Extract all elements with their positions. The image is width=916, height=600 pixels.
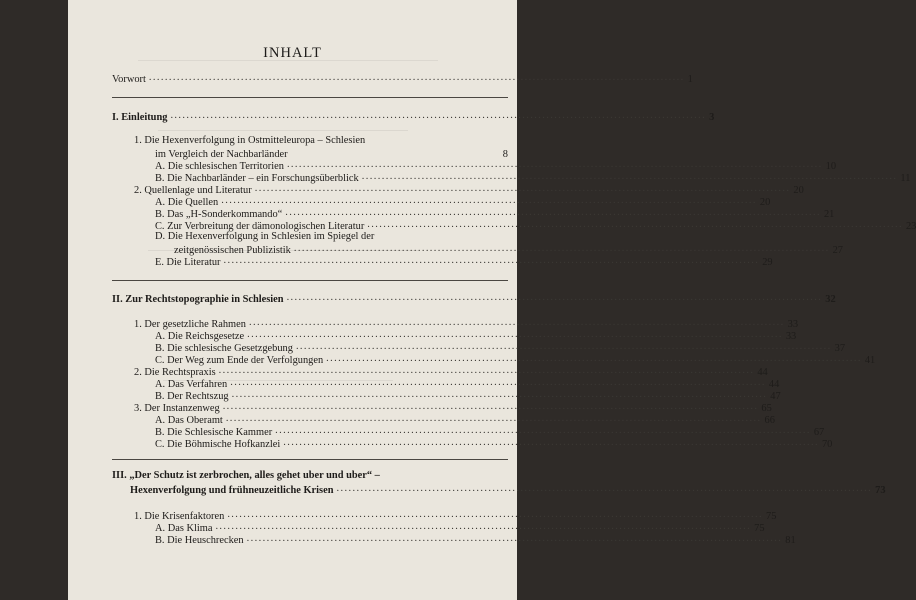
leader-dots: ...................................................................................................................................... — [218, 365, 755, 376]
toc-label: B. Das „H-Sonderkommando“ — [155, 209, 283, 220]
toc-page: 66 — [764, 415, 775, 426]
leader-dots: ...................................................................................................................................... — [246, 533, 783, 544]
toc-label: A. Die Quellen — [155, 197, 219, 208]
toc-page: 44 — [768, 379, 780, 390]
toc-label: C. Die Böhmische Hofkanzlei — [155, 439, 281, 450]
toc-label: C. Zur Verbreitung der dämonologischen Literatur — [155, 221, 365, 232]
leader-dots: ...................................................................................................................................... — [367, 219, 903, 230]
toc-entry-literatur — [155, 255, 773, 269]
toc-entry-hexen-ost-line1: 1. Die Hexenverfolgung in Ostmitteleuropa – Schlesien — [134, 135, 366, 146]
toc-page: 75 — [766, 511, 777, 522]
toc-page: 21 — [823, 209, 835, 220]
toc-page: 44 — [757, 367, 768, 378]
leader-dots: ...................................................................................................................................... — [221, 195, 757, 206]
section-divider — [112, 97, 508, 98]
toc-page: 65 — [761, 403, 772, 414]
toc-label: A. Die schlesischen Territorien — [155, 161, 284, 172]
section-divider — [112, 280, 508, 281]
toc-page: 73 — [875, 485, 886, 496]
leader-dots: ...................................................................................................................................... — [231, 389, 768, 400]
leader-dots: ...................................................................................................................................... — [285, 207, 821, 218]
leader-dots: ...................................................................................................................................... — [247, 329, 783, 340]
toc-entry-schutz — [130, 483, 886, 497]
toc-page: 47 — [770, 391, 781, 402]
toc-page: 8 — [502, 149, 508, 160]
book-page — [68, 0, 916, 600]
toc-page: 20 — [793, 185, 804, 196]
leader-dots: ...................................................................................................................................... — [336, 483, 873, 494]
leader-dots: ...................................................................................................................................... — [223, 255, 760, 266]
toc-entry-einleitung — [112, 110, 715, 124]
toc-label: II. Zur Rechtstopographie in Schlesien — [112, 294, 284, 305]
toc-page: 67 — [813, 427, 825, 438]
toc-label: B. Die schlesische Gesetzgebung — [155, 343, 293, 354]
leader-dots: ...................................................................................................................................... — [225, 413, 762, 424]
toc-page: 11 — [900, 173, 911, 184]
toc-label: Vorwort — [112, 74, 146, 85]
toc-page: 33 — [785, 331, 797, 342]
toc-label: B. Die Nachbarländer – ein Forschungsüberblick — [155, 173, 359, 184]
leader-dots: ...................................................................................................................................... — [286, 292, 823, 303]
toc-page: 81 — [785, 535, 796, 546]
toc-page: 3 — [709, 112, 715, 123]
toc-page: 32 — [825, 294, 836, 305]
page-title: INHALT — [263, 45, 322, 61]
leader-dots: ...................................................................................................................................... — [230, 377, 766, 388]
toc-label: A. Die Reichsgesetze — [155, 331, 245, 342]
toc-label: A. Das Oberamt — [155, 415, 223, 426]
toc-label: B. Der Rechtszug — [155, 391, 229, 402]
leader-dots: ...................................................................................................................................... — [248, 317, 785, 328]
toc-label: B. Die Schlesische Kammer — [155, 427, 273, 438]
toc-label: zeitgenössischen Publizistik — [174, 245, 291, 256]
toc-label: 2. Quellenlage und Literatur — [134, 185, 252, 196]
toc-label: Hexenverfolgung und frühneuzeitliche Krisen — [130, 485, 334, 496]
leader-dots: ...................................................................................................................................... — [254, 183, 791, 194]
toc-entry-rechtstopographie — [112, 292, 836, 306]
leader-dots: ...................................................................................................................................... — [148, 72, 685, 83]
leader-dots: ...................................................................................................................................... — [275, 425, 811, 436]
toc-entry-spiegel-line1: D. Die Hexenverfolgung in Schlesien im Spiegel der — [155, 231, 375, 242]
toc-label: 1. Die Krisenfaktoren — [134, 511, 225, 522]
leader-dots: ...................................................................................................................................... — [293, 243, 830, 254]
toc-label: A. Das Verfahren — [155, 379, 228, 390]
toc-page: 29 — [762, 257, 773, 268]
leader-dots: ...................................................................................................................................... — [286, 159, 823, 170]
toc-label: C. Der Weg zum Ende der Verfolgungen — [155, 355, 324, 366]
leader-dots: ...................................................................................................................................... — [227, 509, 763, 520]
toc-label: 3. Der Instanzenweg — [134, 403, 220, 414]
toc-page: 70 — [821, 439, 833, 450]
toc-page: 33 — [787, 319, 799, 330]
toc-label: im Vergleich der Nachbarländer — [155, 149, 288, 160]
leader-dots: ...................................................................................................................................... — [295, 341, 832, 352]
toc-page: 10 — [825, 161, 837, 172]
toc-entry-heuschrecken — [155, 533, 796, 547]
section-divider — [112, 459, 508, 460]
toc-page: 41 — [864, 355, 876, 366]
toc-label: I. Einleitung — [112, 112, 168, 123]
toc-label: 1. Der gesetzliche Rahmen — [134, 319, 246, 330]
toc-page: 1 — [687, 74, 693, 85]
toc-page: 37 — [834, 343, 846, 354]
toc-label: 2. Die Rechtspraxis — [134, 367, 216, 378]
toc-page: 23 — [905, 221, 916, 232]
toc-page: 75 — [754, 523, 765, 534]
toc-entry-schutz-line1: III. „Der Schutz ist zerbrochen, alles gehet uber und uber“ – — [112, 470, 380, 481]
leader-dots: ...................................................................................................................................... — [170, 110, 707, 121]
toc-label: B. Die Heuschrecken — [155, 535, 244, 546]
toc-label: E. Die Literatur — [155, 257, 221, 268]
leader-dots: ...................................................................................................................................... — [326, 353, 862, 364]
toc-entry-hofkanzlei — [155, 437, 833, 451]
leader-dots: ...................................................................................................................................... — [215, 521, 752, 532]
toc-entry-vorwort — [112, 72, 693, 86]
toc-page: 27 — [832, 245, 843, 256]
toc-label: A. Das Klima — [155, 523, 213, 534]
leader-dots: ...................................................................................................................................... — [222, 401, 759, 412]
toc-page: 20 — [759, 197, 771, 208]
leader-dots: ...................................................................................................................................... — [283, 437, 819, 448]
leader-dots: ...................................................................................................................................... — [361, 171, 898, 182]
